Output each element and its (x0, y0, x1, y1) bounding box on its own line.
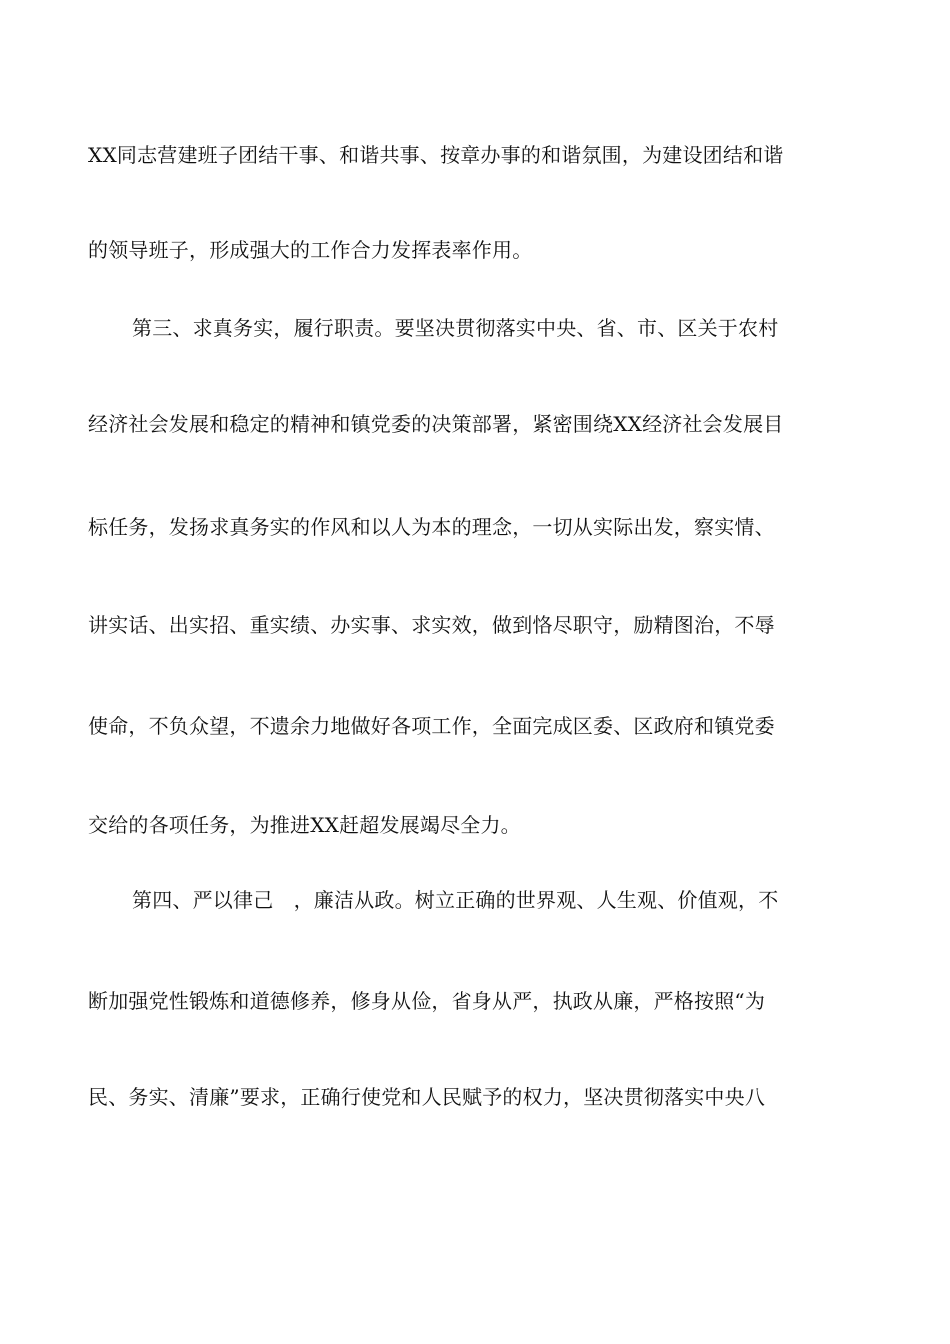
paragraph-4-first-line: 第四、严以律己 ，廉洁从政。树立正确的世界观、人生观、价值观，不 (132, 888, 779, 912)
text-line-2: 的领导班子，形成强大的工作合力发挥表率作用。 (88, 238, 533, 262)
text-line-11: 民、务实、清廉”要求，正确行使党和人民赋予的权力，坚决贯彻落实中央八 (88, 1085, 766, 1109)
text-line-7: 使命，不负众望，不遗余力地做好各项工作，全面完成区委、区政府和镇党委 (88, 714, 775, 738)
text-line-1: XX同志营建班子团结干事、和谐共事、按章办事的和谐氛围，为建设团结和谐 (88, 143, 784, 167)
paragraph-3-first-line: 第三、求真务实，履行职责。要坚决贯彻落实中央、省、市、区关于农村 (132, 316, 779, 340)
text-line-10: 断加强党性锻炼和道德修养，修身从俭，省身从严，执政从廉，严格按照“为 (88, 989, 766, 1013)
text-line-5: 标任务，发扬求真务实的作风和以人为本的理念，一切从实际出发，察实情、 (88, 515, 775, 539)
text-line-6: 讲实话、出实招、重实绩、办实事、求实效，做到恪尽职守，励精图治，不辱 (88, 613, 775, 637)
text-line-4: 经济社会发展和稳定的精神和镇党委的决策部署，紧密围绕XX经济社会发展目 (88, 412, 784, 436)
text-line-8: 交给的各项任务，为推进XX赶超发展竭尽全力。 (88, 813, 521, 837)
